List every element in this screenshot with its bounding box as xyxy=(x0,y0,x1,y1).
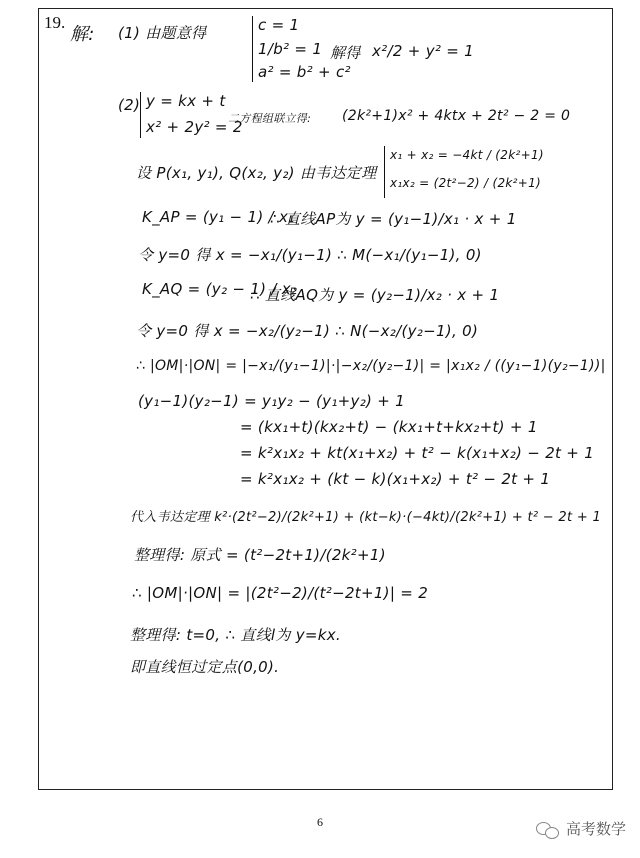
part1-result-label: 解得 xyxy=(330,44,361,62)
part2-eq-1: y = kx + t xyxy=(146,92,226,110)
line-aq: ∴ 直线AQ为 y = (y₂−1)/x₂ · x + 1 xyxy=(250,286,500,304)
part1-brace xyxy=(252,16,253,82)
vieta-brace xyxy=(384,146,385,198)
conclusion-2: 即直线恒过定点(0,0). xyxy=(130,658,280,676)
expand-line-2: = (kx₁+t)(kx₂+t) − (kx₁+t+kx₂+t) + 1 xyxy=(240,418,538,436)
combined-label: 二方程组联立得: xyxy=(228,112,312,125)
vieta-sum: x₁ + x₂ = −4kt / (2k²+1) xyxy=(390,148,544,162)
watermark xyxy=(536,818,626,839)
part1-label: (1) 由题意得 xyxy=(118,24,207,42)
solution-label: 解: xyxy=(70,24,95,45)
page-number: 6 xyxy=(317,815,323,829)
combined-equation: (2k²+1)x² + 4ktx + 2t² − 2 = 0 xyxy=(342,108,571,124)
om-on-expression: ∴ |OM|·|ON| = |−x₁/(y₁−1)|·|−x₂/(y₂−1)| = |x₁x₂ / ((y₁−1)(y₂−1))| xyxy=(136,358,606,374)
vieta-product: x₁x₂ = (2t²−2) / (2k²+1) xyxy=(390,176,542,190)
watermark-text: 高考数学 xyxy=(565,820,626,838)
conclusion-1: 整理得: t=0, ∴ 直线l为 y=kx. xyxy=(130,626,341,644)
product-result: ∴ |OM|·|ON| = |(2t²−2)/(t²−2t+1)| = 2 xyxy=(132,584,429,602)
slope-aq: K_AQ = (y₂ − 1) / x₂ xyxy=(142,280,298,298)
part1-result: x²/2 + y² = 1 xyxy=(372,42,475,60)
part1-eq-3: a² = b² + c² xyxy=(258,63,351,81)
point-m: 令 y=0 得 x = −x₁/(y₁−1) ∴ M(−x₁/(y₁−1), 0) xyxy=(138,246,482,264)
point-n: 令 y=0 得 x = −x₂/(y₂−1) ∴ N(−x₂/(y₂−1), 0) xyxy=(136,322,479,340)
part1-eq-2: 1/b² = 1 xyxy=(258,40,323,58)
expand-line-3: = k²x₁x₂ + kt(x₁+x₂) + t² − k(x₁+x₂) − 2t + 1 xyxy=(240,444,595,462)
wechat-icon xyxy=(536,820,560,838)
part1-eq-1: c = 1 xyxy=(258,16,300,34)
part2-label: (2) xyxy=(118,96,141,114)
substitute-vieta: 代入韦达定理 k²·(2t²−2)/(2k²+1) + (kt−k)·(−4kt)/(2k²+1) + t² − 2t + 1 xyxy=(130,510,602,525)
expand-line-4: = k²x₁x₂ + (kt − k)(x₁+x₂) + t² − 2t + 1 xyxy=(240,470,551,488)
part2-brace xyxy=(140,92,141,138)
set-points: 设 P(x₁, y₁), Q(x₂, y₂) 由韦达定理 xyxy=(136,164,377,182)
question-number: 19. xyxy=(44,13,66,32)
expand-line-1: (y₁−1)(y₂−1) = y₁y₂ − (y₁+y₂) + 1 xyxy=(138,392,406,410)
line-ap: ∴ 直线AP为 y = (y₁−1)/x₁ · x + 1 xyxy=(270,210,517,228)
simplify: 整理得: 原式 = (t²−2t+1)/(2k²+1) xyxy=(134,546,386,564)
slope-ap: K_AP = (y₁ − 1) / x₁ xyxy=(142,208,295,226)
part2-eq-2: x² + 2y² = 2 xyxy=(146,118,243,136)
